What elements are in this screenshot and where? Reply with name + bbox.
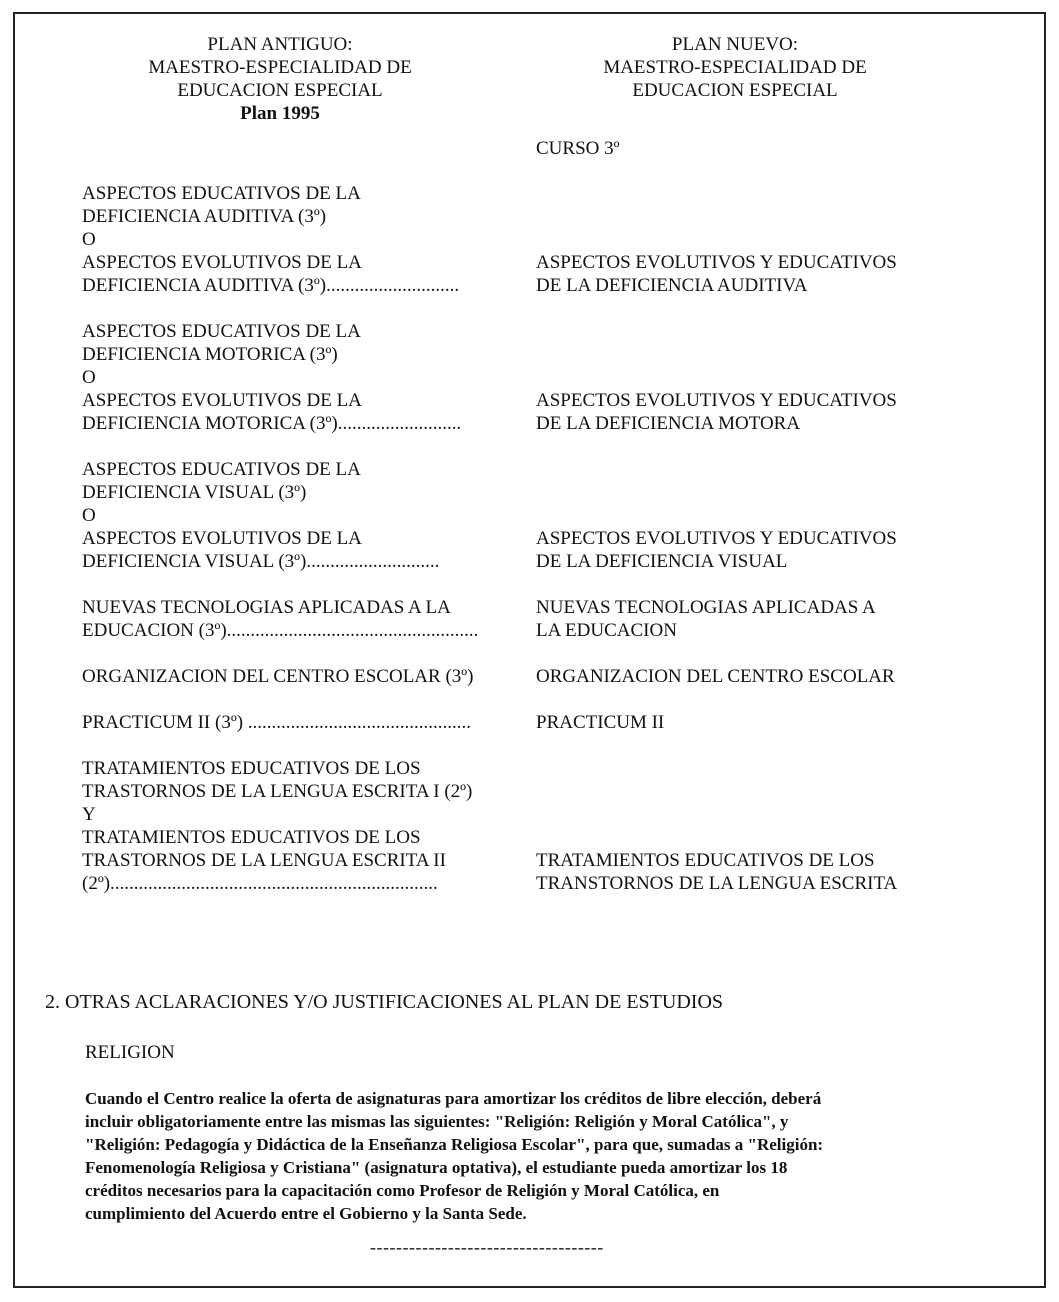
old-plan-specialty: MAESTRO-ESPECIALIDAD DE <box>148 57 412 78</box>
paragraph-line: cumplimiento del Acuerdo entre el Gobierno y la Santa Sede. <box>85 1204 527 1223</box>
new-plan-title: PLAN NUEVO: <box>671 34 799 55</box>
old-subject-line: ASPECTOS EVOLUTIVOS DE LA <box>82 390 362 411</box>
old-subject-line: ASPECTOS EDUCATIVOS DE LA <box>82 321 361 342</box>
new-subject-line: ASPECTOS EVOLUTIVOS Y EDUCATIVOS <box>536 390 897 411</box>
new-subject-line: ASPECTOS EVOLUTIVOS Y EDUCATIVOS <box>536 528 897 549</box>
paragraph-line: incluir obligatoriamente entre las mismas las siguientes: "Religión: Religión y Moral Católica", y <box>85 1112 789 1131</box>
old-plan-specialty-cont: EDUCACION ESPECIAL <box>177 80 383 101</box>
new-subject-line: ASPECTOS EVOLUTIVOS Y EDUCATIVOS <box>536 252 897 273</box>
old-subject-line: ASPECTOS EVOLUTIVOS DE LA <box>82 252 362 273</box>
paragraph-line: "Religión: Pedagogía y Didáctica de la Enseñanza Religiosa Escolar", para que, sumadas a "Religión: <box>85 1135 824 1154</box>
old-subject-line: TRASTORNOS DE LA LENGUA ESCRITA II <box>82 850 446 871</box>
new-subject-line: DE LA DEFICIENCIA MOTORA <box>536 413 801 434</box>
old-subject-line: DEFICIENCIA VISUAL (3º) <box>82 482 307 503</box>
religion-subheading: RELIGION <box>85 1042 175 1063</box>
old-subject-connector: O <box>82 229 96 250</box>
old-plan-year: Plan 1995 <box>240 103 320 124</box>
new-subject-line: LA EDUCACION <box>536 620 677 641</box>
old-subject-connector: O <box>82 367 96 388</box>
old-subject-line: DEFICIENCIA MOTORICA (3º).......................... <box>82 413 462 434</box>
end-rule: ------------------------------------ <box>370 1237 604 1257</box>
curso-label: CURSO 3º <box>536 138 620 159</box>
old-plan-title: PLAN ANTIGUO: <box>207 34 353 55</box>
old-subject-line: ASPECTOS EDUCATIVOS DE LA <box>82 183 361 204</box>
old-subject-line: TRASTORNOS DE LA LENGUA ESCRITA I (2º) <box>82 781 473 802</box>
paragraph-line: créditos necesarios para la capacitación como Profesor de Religión y Moral Católica, en <box>85 1181 720 1200</box>
old-subject-line: ASPECTOS EDUCATIVOS DE LA <box>82 459 361 480</box>
new-subject-line: DE LA DEFICIENCIA AUDITIVA <box>536 275 808 296</box>
paragraph-line: Fenomenología Religiosa y Cristiana" (asignatura optativa), el estudiante pueda amortizar los 18 <box>85 1158 788 1177</box>
section-heading: 2. OTRAS ACLARACIONES Y/O JUSTIFICACIONES AL PLAN DE ESTUDIOS <box>45 991 724 1013</box>
old-subject-line: DEFICIENCIA AUDITIVA (3º) <box>82 206 327 227</box>
old-subject-connector: Y <box>82 804 96 825</box>
old-subject-line: NUEVAS TECNOLOGIAS APLICADAS A LA <box>82 597 451 618</box>
old-subject-line: TRATAMIENTOS EDUCATIVOS DE LOS <box>82 758 421 779</box>
new-plan-specialty: MAESTRO-ESPECIALIDAD DE <box>603 57 867 78</box>
new-plan-header <box>565 33 905 102</box>
new-subject-line: ORGANIZACION DEL CENTRO ESCOLAR <box>536 666 895 687</box>
old-subject-line: TRATAMIENTOS EDUCATIVOS DE LOS <box>82 827 421 848</box>
new-subject-line: TRATAMIENTOS EDUCATIVOS DE LOS <box>536 850 875 871</box>
paragraph-line: Cuando el Centro realice la oferta de asignaturas para amortizar los créditos de libre elección, deberá <box>85 1089 822 1108</box>
old-subject-line: ASPECTOS EVOLUTIVOS DE LA <box>82 528 362 549</box>
new-plan-specialty-cont: EDUCACION ESPECIAL <box>632 80 838 101</box>
new-subject-line: DE LA DEFICIENCIA VISUAL <box>536 551 788 572</box>
new-subject-line: NUEVAS TECNOLOGIAS APLICADAS A <box>536 597 876 618</box>
old-subject-line: (2º)..................................................................... <box>82 873 438 894</box>
new-subject-line: PRACTICUM II <box>536 712 665 733</box>
old-subject-connector: O <box>82 505 96 526</box>
old-subject-line: ORGANIZACION DEL CENTRO ESCOLAR (3º) <box>82 666 474 687</box>
old-subject-line: PRACTICUM II (3º) ............................................... <box>82 712 472 733</box>
old-subject-line: DEFICIENCIA AUDITIVA (3º)............................ <box>82 275 460 296</box>
old-subject-line: DEFICIENCIA VISUAL (3º)............................ <box>82 551 440 572</box>
new-subject-line: TRANSTORNOS DE LA LENGUA ESCRITA <box>536 873 898 894</box>
old-plan-header <box>110 33 450 125</box>
old-subject-line: DEFICIENCIA MOTORICA (3º) <box>82 344 338 365</box>
old-subject-line: EDUCACION (3º)..................................................... <box>82 620 479 641</box>
